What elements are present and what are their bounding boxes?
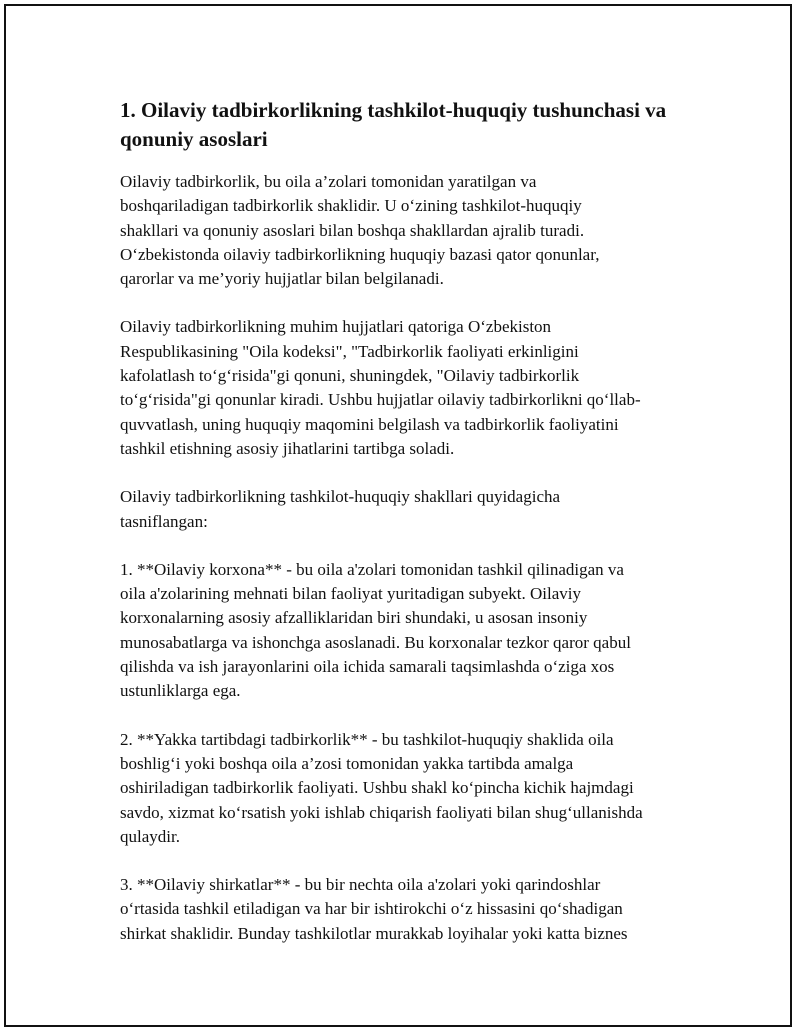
paragraph-legal-documents: Oilaviy tadbirkorlikning muhim hujjatlari qatoriga O‘zbekiston Respublikasining "Oila kodeksi", "Tadbirkorlik faoliyati erkinligini kafolatlash to‘g‘risida"gi qonuni, shuningdek, "Oilaviy tadbirkorlik to‘g‘risida"gi qonunlar kiradi. Ushbu hujjatlar oilaviy tadbirkorlikni qo‘llab- quvvatlash, uning huquqiy maqomini belgilash va tadbirkorlik faoliyatini tashkil etishning asosiy jihatlarini tartibga soladi. — [120, 317, 641, 458]
document-body — [120, 96, 695, 970]
list-item-family-partnership: 3. **Oilaviy shirkatlar** - bu bir nechta oila a'zolari yoki qarindoshlar o‘rtasida tashkil etiladigan va har bir ishtirokchi o‘z hissasini qo‘shadigan shirkat shaklidir. Bunday tashkilotlar murakkab loyihalar yoki katta biznes — [120, 875, 628, 943]
page-frame — [4, 4, 792, 1027]
list-item-family-enterprise: 1. **Oilaviy korxona** - bu oila a'zolari tomonidan tashkil qilinadigan va oila a'zolarining mehnati bilan faoliyat yuritadigan subyekt. Oilaviy korxonalarning asosiy afzalliklaridan biri shundaki, u asosan insoniy munosabatlarga va ishonchga asoslanadi. Bu korxonalar tezkor qaror qabul qilishda va ish jarayonlarini oila ichida samarali taqsimlashda o‘ziga xos ustunliklarga ega. — [120, 559, 631, 701]
paragraph-classification: Oilaviy tadbirkorlikning tashkilot-huquqiy shakllari quyidagicha tasniflangan: — [120, 487, 561, 531]
list-item-sole-proprietorship: 2. **Yakka tartibdagi tadbirkorlik** - bu tashkilot-huquqiy shaklida oila boshlig‘i yoki boshqa oila a’zosi tomonidan yakka tartibda amalga oshiriladigan tadbirkorlik faoliyati. Ushbu shakl ko‘pincha kichik hajmdagi savdo, xizmat ko‘rsatish yoki ishlab chiqarish faoliyati bilan shug‘ullanishda qulaydir. — [120, 729, 643, 846]
section-title: 1. Oilaviy tadbirkorlikning tashkilot-huquqiy tushunchasi va qonuniy asoslari — [120, 98, 667, 151]
paragraph-intro: Oilaviy tadbirkorlik, bu oila a’zolari tomonidan yaratilgan va boshqariladigan tadbirkorlik shaklidir. U o‘zining tashkilot-huquqiy shakllari va qonuniy asoslari bilan boshqa shakllardan ajralib turadi. O‘zbekistonda oilaviy tadbirkorlikning huquqiy bazasi qator qonunlar, qarorlar va me’yoriy hujjatlar bilan belgilanadi. — [120, 172, 600, 289]
